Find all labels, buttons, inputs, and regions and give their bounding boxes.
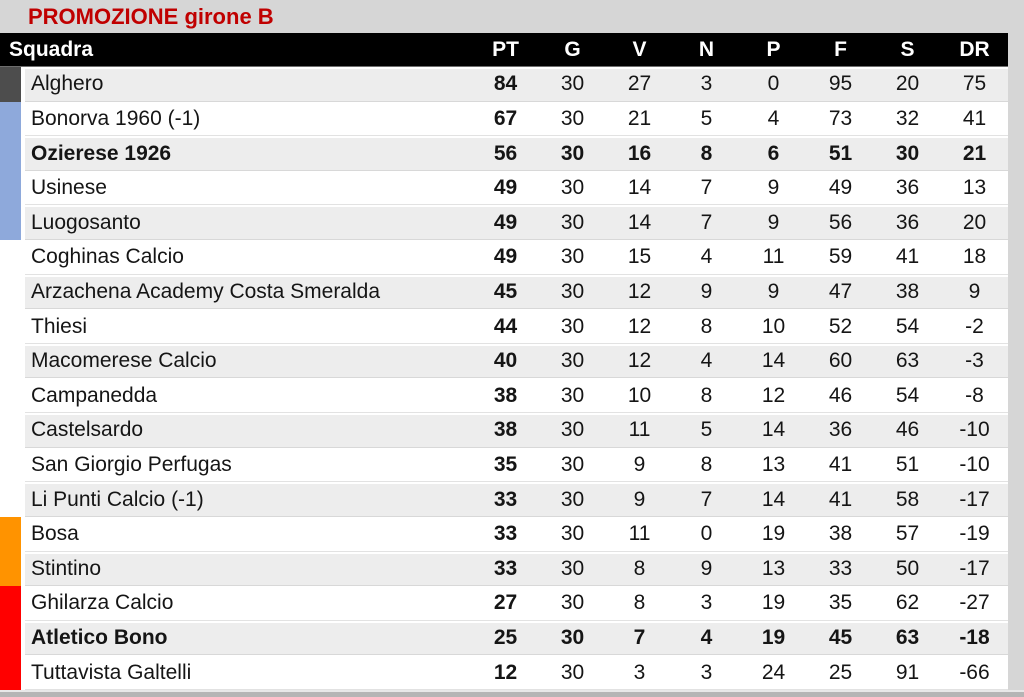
team-name: Atletico Bono — [25, 621, 472, 656]
stat-p: 10 — [740, 309, 807, 344]
team-name: Thiesi — [25, 309, 472, 344]
stat-s: 54 — [874, 378, 941, 413]
stat-n: 7 — [673, 171, 740, 206]
stat-f: 38 — [807, 517, 874, 552]
stat-v: 14 — [606, 171, 673, 206]
stat-g: 30 — [539, 171, 606, 206]
stat-n: 5 — [673, 102, 740, 137]
stat-f: 25 — [807, 655, 874, 690]
stat-s: 30 — [874, 136, 941, 171]
column-header-pt: PT — [492, 37, 519, 61]
column-header-dr: DR — [959, 37, 990, 61]
stat-g: 30 — [539, 102, 606, 137]
stat-g: 30 — [539, 517, 606, 552]
stat-n: 4 — [673, 240, 740, 275]
stat-v: 27 — [606, 67, 673, 102]
stat-p: 6 — [740, 136, 807, 171]
stat-p: 13 — [740, 448, 807, 483]
stat-p: 9 — [740, 275, 807, 310]
bottom-strip — [0, 690, 1024, 697]
stat-g: 30 — [539, 621, 606, 656]
stat-p: 19 — [740, 621, 807, 656]
stat-f: 59 — [807, 240, 874, 275]
stat-n: 9 — [673, 552, 740, 587]
stat-v: 9 — [606, 448, 673, 483]
stat-n: 4 — [673, 344, 740, 379]
stat-g: 30 — [539, 413, 606, 448]
table-row — [0, 344, 1008, 379]
table-row — [0, 621, 1008, 656]
stat-f: 60 — [807, 344, 874, 379]
zone-indicator-playoff — [0, 102, 21, 137]
stat-n: 8 — [673, 378, 740, 413]
stat-f: 95 — [807, 67, 874, 102]
table-row — [0, 586, 1008, 621]
stat-v: 3 — [606, 655, 673, 690]
team-name: Macomerese Calcio — [25, 344, 472, 379]
stat-dr: 18 — [941, 240, 1008, 275]
zone-indicator-none — [0, 482, 21, 517]
team-name: Alghero — [25, 67, 472, 102]
column-header-f: F — [834, 37, 847, 61]
stat-s: 50 — [874, 552, 941, 587]
stat-f: 47 — [807, 275, 874, 310]
stat-p: 14 — [740, 344, 807, 379]
stat-p: 14 — [740, 482, 807, 517]
team-name: San Giorgio Perfugas — [25, 448, 472, 483]
stat-v: 21 — [606, 102, 673, 137]
stat-pt: 44 — [472, 309, 539, 344]
zone-indicator-playoff — [0, 136, 21, 171]
stat-p: 0 — [740, 67, 807, 102]
table-row — [0, 517, 1008, 552]
team-name: Bonorva 1960 (-1) — [25, 102, 472, 137]
stat-g: 30 — [539, 344, 606, 379]
stat-p: 12 — [740, 378, 807, 413]
column-header-v: V — [632, 37, 647, 61]
stat-g: 30 — [539, 136, 606, 171]
stat-v: 15 — [606, 240, 673, 275]
zone-indicator-none — [0, 448, 21, 483]
stat-f: 45 — [807, 621, 874, 656]
stat-g: 30 — [539, 309, 606, 344]
stat-g: 30 — [539, 378, 606, 413]
stat-g: 30 — [539, 275, 606, 310]
stat-v: 11 — [606, 413, 673, 448]
team-name: Tuttavista Galtelli — [25, 655, 472, 690]
stat-s: 32 — [874, 102, 941, 137]
zone-indicator-none — [0, 378, 21, 413]
stat-f: 51 — [807, 136, 874, 171]
stat-p: 19 — [740, 586, 807, 621]
stat-dr: -8 — [941, 378, 1008, 413]
stat-v: 7 — [606, 621, 673, 656]
stat-pt: 27 — [472, 586, 539, 621]
stat-f: 46 — [807, 378, 874, 413]
stat-pt: 49 — [472, 171, 539, 206]
stat-pt: 12 — [472, 655, 539, 690]
stat-s: 36 — [874, 205, 941, 240]
stat-dr: -18 — [941, 621, 1008, 656]
zone-indicator-none — [0, 309, 21, 344]
stat-pt: 40 — [472, 344, 539, 379]
zone-indicator-none — [0, 413, 21, 448]
stat-v: 14 — [606, 205, 673, 240]
stat-s: 63 — [874, 344, 941, 379]
stat-f: 33 — [807, 552, 874, 587]
stat-p: 19 — [740, 517, 807, 552]
stat-n: 8 — [673, 136, 740, 171]
stat-g: 30 — [539, 205, 606, 240]
table-row — [0, 240, 1008, 275]
stat-n: 3 — [673, 586, 740, 621]
stat-f: 41 — [807, 448, 874, 483]
stat-s: 57 — [874, 517, 941, 552]
table-row — [0, 482, 1008, 517]
stat-dr: 9 — [941, 275, 1008, 310]
zone-indicator-playout — [0, 552, 21, 587]
table-row — [0, 67, 1008, 102]
team-name: Coghinas Calcio — [25, 240, 472, 275]
stat-s: 46 — [874, 413, 941, 448]
stat-s: 38 — [874, 275, 941, 310]
table-row — [0, 655, 1008, 690]
stat-f: 41 — [807, 482, 874, 517]
table-row — [0, 275, 1008, 310]
stat-f: 49 — [807, 171, 874, 206]
stat-v: 8 — [606, 552, 673, 587]
stat-s: 41 — [874, 240, 941, 275]
stat-dr: -66 — [941, 655, 1008, 690]
zone-indicator-relegation — [0, 655, 21, 690]
column-header-s: S — [900, 37, 915, 61]
stat-p: 13 — [740, 552, 807, 587]
team-name: Bosa — [25, 517, 472, 552]
stat-v: 11 — [606, 517, 673, 552]
team-name: Arzachena Academy Costa Smeralda — [25, 275, 472, 310]
stat-pt: 33 — [472, 517, 539, 552]
table-row — [0, 552, 1008, 587]
stat-dr: -10 — [941, 448, 1008, 483]
stat-g: 30 — [539, 240, 606, 275]
stat-g: 30 — [539, 655, 606, 690]
stat-f: 52 — [807, 309, 874, 344]
table-header-row — [0, 33, 1008, 67]
stat-pt: 25 — [472, 621, 539, 656]
zone-indicator-none — [0, 344, 21, 379]
zone-indicator-playoff — [0, 171, 21, 206]
stat-p: 14 — [740, 413, 807, 448]
stat-dr: 21 — [941, 136, 1008, 171]
zone-indicator-none — [0, 275, 21, 310]
table-row — [0, 448, 1008, 483]
stat-dr: -17 — [941, 482, 1008, 517]
stat-f: 35 — [807, 586, 874, 621]
stat-s: 36 — [874, 171, 941, 206]
stat-g: 30 — [539, 586, 606, 621]
stat-dr: 75 — [941, 67, 1008, 102]
table-row — [0, 136, 1008, 171]
team-name: Campanedda — [25, 378, 472, 413]
stat-dr: -27 — [941, 586, 1008, 621]
stat-s: 51 — [874, 448, 941, 483]
stat-s: 63 — [874, 621, 941, 656]
team-name: Li Punti Calcio (-1) — [25, 482, 472, 517]
stat-pt: 67 — [472, 102, 539, 137]
table-row — [0, 378, 1008, 413]
stat-n: 7 — [673, 482, 740, 517]
column-header-p: P — [766, 37, 781, 61]
stat-g: 30 — [539, 448, 606, 483]
stat-f: 73 — [807, 102, 874, 137]
table-row — [0, 205, 1008, 240]
stat-dr: -10 — [941, 413, 1008, 448]
table-row — [0, 309, 1008, 344]
stat-dr: -2 — [941, 309, 1008, 344]
stat-n: 8 — [673, 309, 740, 344]
stat-p: 9 — [740, 205, 807, 240]
stat-f: 56 — [807, 205, 874, 240]
team-name: Ghilarza Calcio — [25, 586, 472, 621]
stat-pt: 49 — [472, 205, 539, 240]
stat-v: 9 — [606, 482, 673, 517]
stat-pt: 38 — [472, 378, 539, 413]
stat-n: 8 — [673, 448, 740, 483]
team-name: Usinese — [25, 171, 472, 206]
stat-dr: 13 — [941, 171, 1008, 206]
table-row — [0, 102, 1008, 137]
stat-v: 16 — [606, 136, 673, 171]
zone-indicator-leader — [0, 67, 21, 102]
column-header-g: G — [564, 37, 581, 61]
team-name: Ozierese 1926 — [25, 136, 472, 171]
stat-s: 20 — [874, 67, 941, 102]
stat-p: 4 — [740, 102, 807, 137]
stat-g: 30 — [539, 482, 606, 517]
stat-dr: -19 — [941, 517, 1008, 552]
zone-indicator-relegation — [0, 586, 21, 621]
team-name: Luogosanto — [25, 205, 472, 240]
stat-n: 3 — [673, 655, 740, 690]
stat-n: 9 — [673, 275, 740, 310]
zone-indicator-none — [0, 240, 21, 275]
stat-n: 0 — [673, 517, 740, 552]
stat-n: 3 — [673, 67, 740, 102]
stat-v: 12 — [606, 344, 673, 379]
stat-pt: 84 — [472, 67, 539, 102]
stat-pt: 49 — [472, 240, 539, 275]
stat-v: 10 — [606, 378, 673, 413]
stat-dr: -17 — [941, 552, 1008, 587]
stat-pt: 56 — [472, 136, 539, 171]
stat-s: 91 — [874, 655, 941, 690]
stat-pt: 38 — [472, 413, 539, 448]
stat-pt: 35 — [472, 448, 539, 483]
stat-pt: 33 — [472, 552, 539, 587]
stat-s: 54 — [874, 309, 941, 344]
stat-p: 11 — [740, 240, 807, 275]
stat-p: 24 — [740, 655, 807, 690]
page-title: PROMOZIONE girone B — [28, 3, 274, 29]
table-row — [0, 413, 1008, 448]
stat-v: 8 — [606, 586, 673, 621]
stat-f: 36 — [807, 413, 874, 448]
stat-s: 62 — [874, 586, 941, 621]
stat-n: 7 — [673, 205, 740, 240]
column-header-squadra: Squadra — [9, 37, 94, 61]
zone-indicator-playout — [0, 517, 21, 552]
stat-n: 4 — [673, 621, 740, 656]
standings-table-body — [0, 67, 1024, 690]
stat-dr: 20 — [941, 205, 1008, 240]
zone-indicator-playoff — [0, 205, 21, 240]
zone-indicator-relegation — [0, 621, 21, 656]
stat-pt: 45 — [472, 275, 539, 310]
stat-dr: -3 — [941, 344, 1008, 379]
team-name: Castelsardo — [25, 413, 472, 448]
stat-dr: 41 — [941, 102, 1008, 137]
stat-g: 30 — [539, 67, 606, 102]
column-header-n: N — [698, 37, 715, 61]
stat-p: 9 — [740, 171, 807, 206]
stat-n: 5 — [673, 413, 740, 448]
stat-v: 12 — [606, 309, 673, 344]
table-row — [0, 171, 1008, 206]
stat-v: 12 — [606, 275, 673, 310]
team-name: Stintino — [25, 552, 472, 587]
stat-s: 58 — [874, 482, 941, 517]
stat-g: 30 — [539, 552, 606, 587]
title-band — [0, 0, 1024, 33]
stat-pt: 33 — [472, 482, 539, 517]
